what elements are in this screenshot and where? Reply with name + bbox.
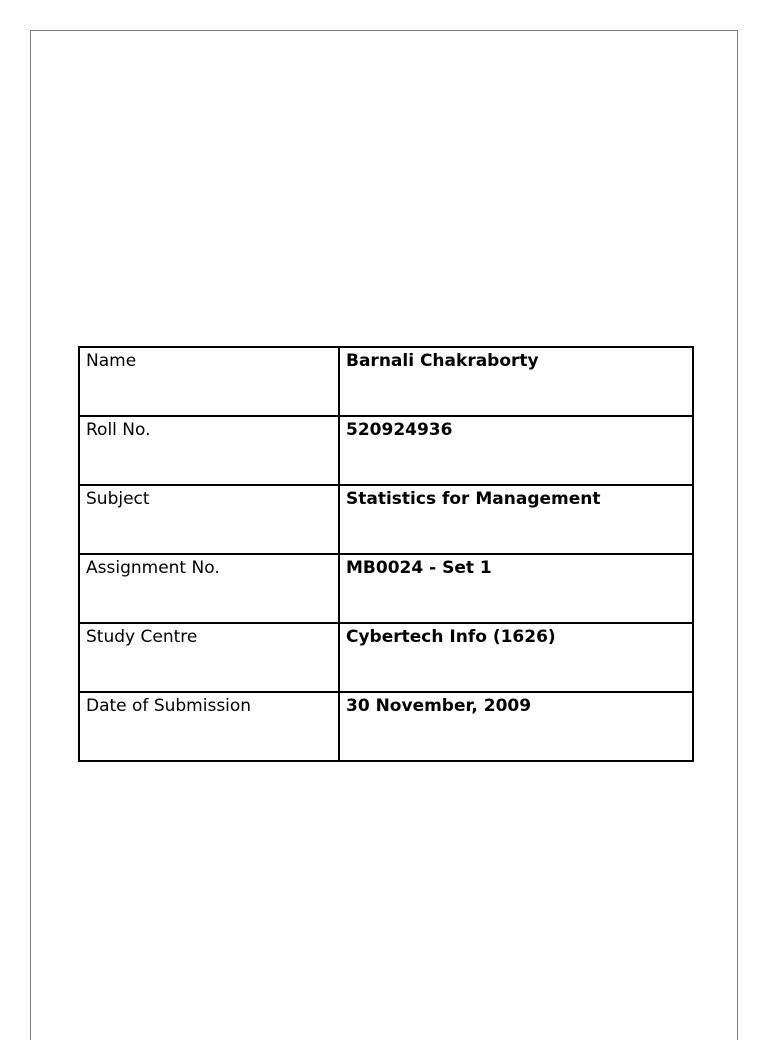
- study-centre-value: Cybertech Info (1626): [339, 623, 693, 692]
- name-value: Barnali Chakraborty: [339, 347, 693, 416]
- date-of-submission-value: 30 November, 2009: [339, 692, 693, 761]
- document-page: [30, 30, 738, 1040]
- table-row: [79, 347, 693, 416]
- subject-label: Subject: [79, 485, 339, 554]
- assignment-info-table: [78, 346, 694, 762]
- name-label: Name: [79, 347, 339, 416]
- assignment-no-value: MB0024 - Set 1: [339, 554, 693, 623]
- subject-value: Statistics for Management: [339, 485, 693, 554]
- table-row: [79, 623, 693, 692]
- table-row: [79, 554, 693, 623]
- table-row: [79, 692, 693, 761]
- date-of-submission-label: Date of Submission: [79, 692, 339, 761]
- roll-no-label: Roll No.: [79, 416, 339, 485]
- table-row: [79, 485, 693, 554]
- roll-no-value: 520924936: [339, 416, 693, 485]
- table-row: [79, 416, 693, 485]
- assignment-no-label: Assignment No.: [79, 554, 339, 623]
- study-centre-label: Study Centre: [79, 623, 339, 692]
